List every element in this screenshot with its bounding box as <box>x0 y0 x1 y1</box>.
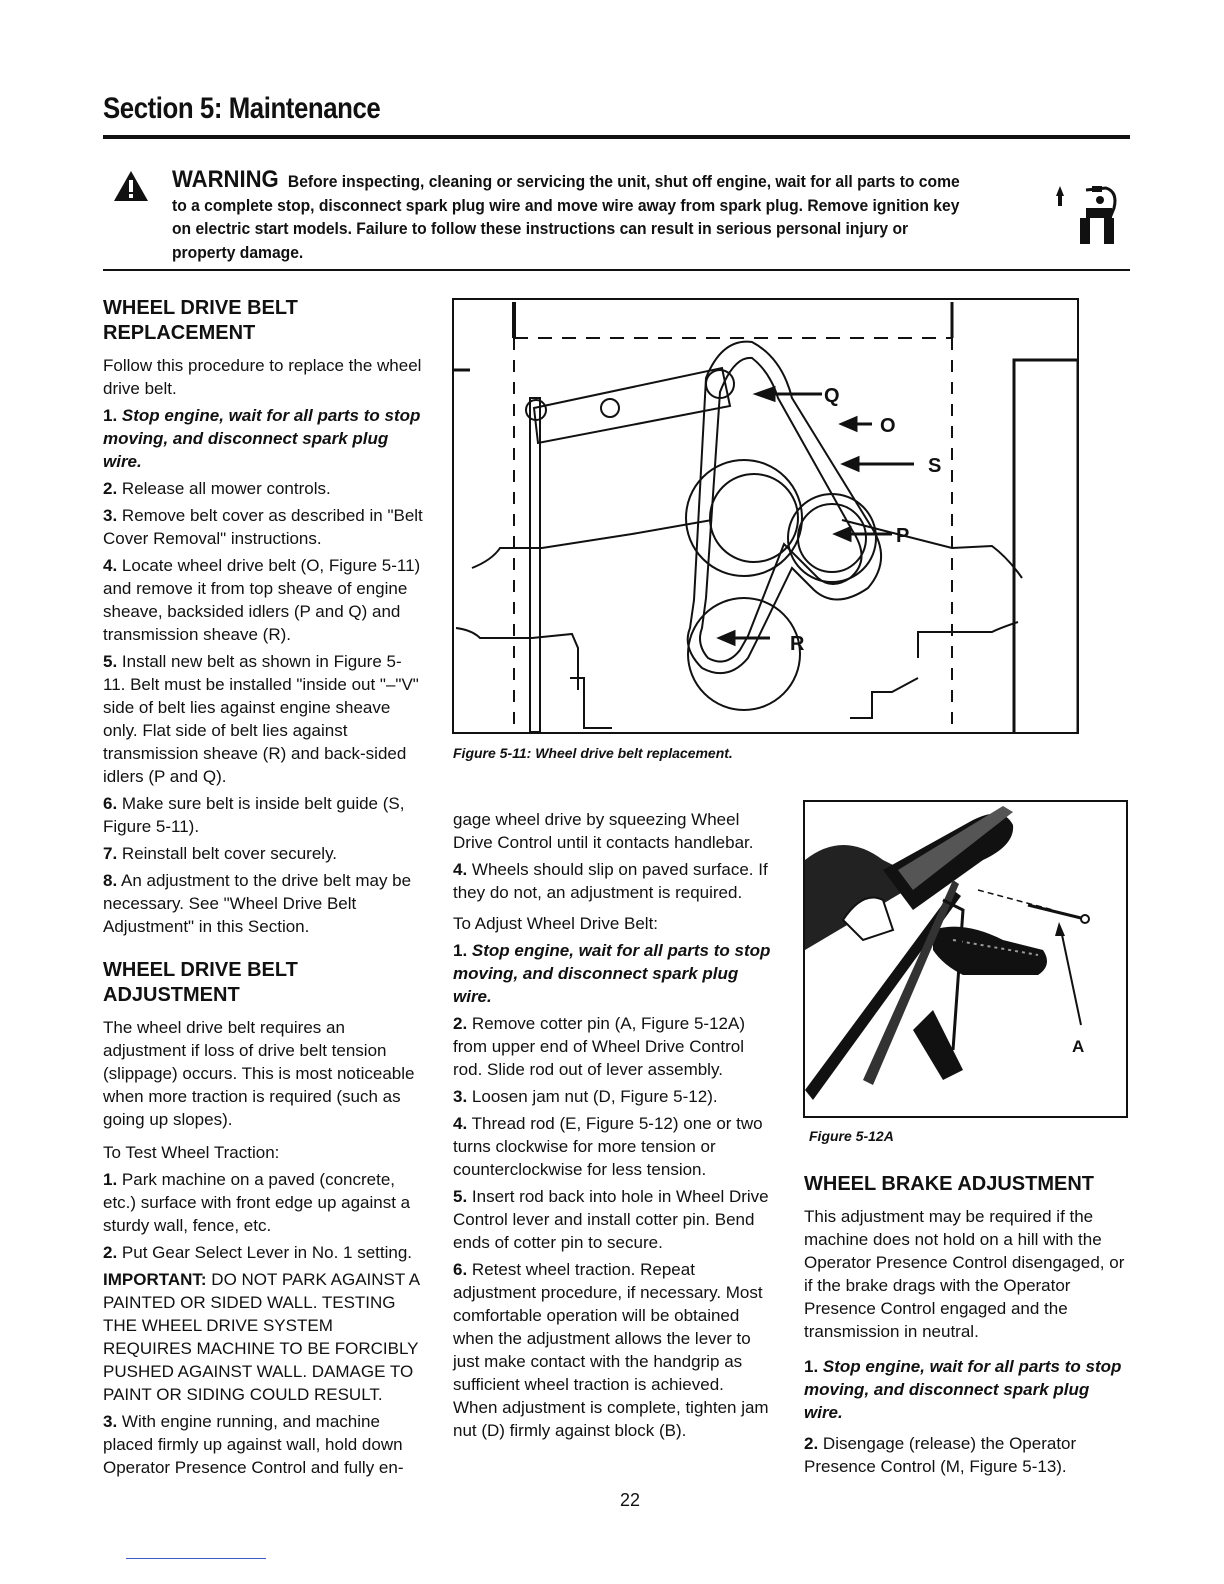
column-right <box>804 1172 1126 1482</box>
adjust-belt-intro: To Adjust Wheel Drive Belt: <box>453 914 659 933</box>
adjust-step-1: 1. Stop engine, wait for all parts to stop moving, and disconnect spark plug wire. <box>453 941 771 1006</box>
heading-belt-adjustment: WHEEL DRIVE BELT ADJUSTMENT <box>103 959 298 1006</box>
test-step-4: 4. Wheels should slip on paved surface. If they do not, an adjustment is required. <box>453 860 768 902</box>
heading-brake-adjustment: WHEEL BRAKE ADJUSTMENT <box>804 1173 1095 1195</box>
step-1: 1. Stop engine, wait for all parts to stop moving, and disconnect spark plug wire. <box>103 406 421 471</box>
brake-intro: This adjustment may be required if the machine does not hold on a hill with the Operator Presence Control disengaged, or if the brake drags with the Operator Presence Control engaged and the transmission in neutral. <box>804 1207 1125 1341</box>
warning-text: Before inspecting, cleaning or servicing the unit, shut off engine, wait for all parts to come to a complete stop, disconnect spark plug wire and move wire away from spark plug. Remove ignition key on electric start models. Failure to follow these instructions can result in serious personal injury or property damage. <box>172 172 960 262</box>
step-7: 7. Reinstall belt cover securely. <box>103 844 338 863</box>
label-a: A <box>1072 1037 1085 1056</box>
disconnect-spark-plug-icon <box>1046 178 1122 248</box>
step-3: 3. Remove belt cover as described in "Belt Cover Removal" instructions. <box>103 506 423 548</box>
warning-rule <box>103 269 1130 271</box>
step-8: 8. An adjustment to the drive belt may be necessary. See "Wheel Drive Belt Adjustment" in this Section. <box>103 871 412 936</box>
label-p: P <box>896 525 910 547</box>
footer-rule <box>126 1558 266 1559</box>
step-2: 2. Release all mower controls. <box>103 479 331 498</box>
adjust-step-2: 2. Remove cotter pin (A, Figure 5-12A) from upper end of Wheel Drive Control rod. Slide rod out of lever assembly. <box>453 1014 745 1079</box>
page-number: 22 <box>619 1490 641 1510</box>
figure-5-12a-photo <box>803 800 1128 1118</box>
figure-5-11-belt-diagram <box>452 298 1079 734</box>
figure-5-11-caption: Figure 5-11: Wheel drive belt replacement. <box>453 745 733 761</box>
test-step-2: 2. Put Gear Select Lever in No. 1 setting. <box>103 1243 413 1262</box>
brake-step-1: 1. Stop engine, wait for all parts to stop moving, and disconnect spark plug wire. <box>804 1357 1122 1422</box>
label-q: Q <box>824 385 840 407</box>
step-6: 6. Make sure belt is inside belt guide (S, Figure 5-11). <box>103 794 405 836</box>
test-step-1: 1. Park machine on a paved (concrete, etc.) surface with front edge up against a sturdy wall, fence, etc. <box>103 1170 411 1235</box>
heading-belt-replacement: WHEEL DRIVE BELT REPLACEMENT <box>103 297 298 344</box>
replacement-intro: Follow this procedure to replace the wheel drive belt. <box>103 356 422 398</box>
warning-message <box>172 168 972 264</box>
adjustment-intro: The wheel drive belt requires an adjustment if loss of drive belt tension (slippage) occurs. This is most noticeable when more traction is required (such as going up slopes). <box>103 1018 415 1129</box>
column-middle <box>453 808 771 1446</box>
column-left <box>103 296 423 1483</box>
step-4: 4. Locate wheel drive belt (O, Figure 5-11) and remove it from top sheave of engine sheave, backsided idlers (P and Q) and transmission sheave (R). <box>103 556 421 644</box>
label-r: R <box>790 633 805 655</box>
adjust-step-6: 6. Retest wheel traction. Repeat adjustment procedure, if necessary. Most comfortable operation will be obtained when the adjustment allows the lever to just make contact with the handgrip as sufficient wheel traction is achieved. When adjustment is complete, tighten jam nut (D) firmly against block (B). <box>453 1260 769 1440</box>
test-step-3-continued: gage wheel drive by squeezing Wheel Drive Control until it contacts handlebar. <box>453 810 754 852</box>
test-step-3: 3. With engine running, and machine placed firmly up against wall, hold down Operator Presence Control and fully en- <box>103 1412 404 1477</box>
step-5: 5. Install new belt as shown in Figure 5-11. Belt must be installed "inside out "–"V" side of belt lies against engine sheave only. Flat side of belt lies against transmission sheave (R) and back-sided idlers (P and Q). <box>103 652 419 786</box>
figure-5-12a-caption: Figure 5-12A <box>809 1128 894 1144</box>
test-traction-intro: To Test Wheel Traction: <box>103 1143 280 1162</box>
page-title: Section 5: Maintenance <box>103 92 381 125</box>
warning-triangle-icon <box>113 170 149 202</box>
label-o: O <box>880 415 896 437</box>
warning-label: WARNING <box>172 166 279 193</box>
adjust-step-4: 4. Thread rod (E, Figure 5-12) one or two turns clockwise for more tension or counterclockwise for less tension. <box>453 1114 763 1179</box>
brake-step-2: 2. Disengage (release) the Operator Presence Control (M, Figure 5-13). <box>804 1434 1077 1476</box>
adjust-step-3: 3. Loosen jam nut (D, Figure 5-12). <box>453 1087 718 1106</box>
adjust-step-5: 5. Insert rod back into hole in Wheel Drive Control lever and install cotter pin. Bend ends of cotter pin to secure. <box>453 1187 769 1252</box>
header-rule <box>103 135 1130 139</box>
important-notice: IMPORTANT: DO NOT PARK AGAINST A PAINTED OR SIDED WALL. TESTING THE WHEEL DRIVE SYSTEM REQUIRES MACHINE TO BE FORCIBLY PUSHED AGAINST WALL. DAMAGE TO PAINT OR SIDING COULD RESULT. <box>103 1270 420 1404</box>
label-s: S <box>928 455 942 477</box>
